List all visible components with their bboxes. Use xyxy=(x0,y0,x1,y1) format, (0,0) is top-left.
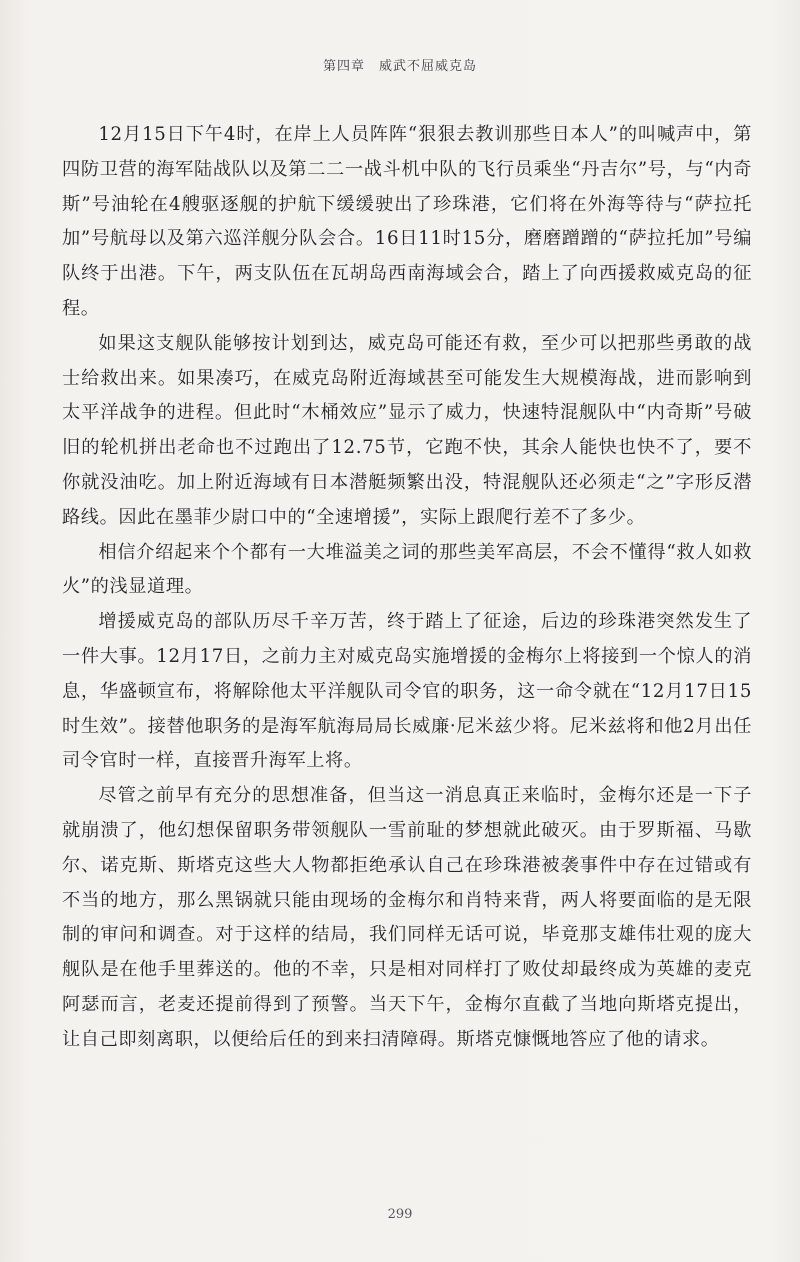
paragraph: 相信介绍起来个个都有一大堆溢美之词的那些美军高层，不会不懂得“救人如救火”的浅显道理。 xyxy=(62,541,752,598)
paragraph: 如果这支舰队能够按计划到达，威克岛可能还有救，至少可以把那些勇敢的战士给救出来。如果凑巧，在威克岛附近海域甚至可能发生大规模海战，进而影响到太平洋战争的进程。但此时“木桶效应”显示了威力，快速特混舰队中“内奇斯”号破旧的轮机拼出老命也不过跑出了12.75节，它跑不快，其余人能快也快不了，要不你就没油吃。加上附近海域有日本潜艇频繁出没，特混舰队还必须走“之”字形反潜路线。因此在墨菲少尉口中的“全速增援”，实际上跟爬行差不了多少。 xyxy=(62,332,752,528)
body-text xyxy=(62,118,752,1058)
paragraph: 增援威克岛的部队历尽千辛万苦，终于踏上了征途，后边的珍珠港突然发生了一件大事。12月17日，之前力主对威克岛实施增援的金梅尔上将接到一个惊人的消息，华盛顿宣布，将解除他太平洋舰队司令官的职务，这一命令就在“12月17日15时生效”。接替他职务的是海军航海局局长威廉·尼米兹少将。尼米兹将和他2月出任司令官时一样，直接晋升海军上将。 xyxy=(62,611,752,772)
paragraph: 12月15日下午4时，在岸上人员阵阵“狠狠去教训那些日本人”的叫喊声中，第四防卫营的海军陆战队以及第二二一战斗机中队的飞行员乘坐“丹吉尔”号，与“内奇斯”号油轮在4艘驱逐舰的护航下缓缓驶出了珍珠港，它们将在外海等待与“萨拉托加”号航母以及第六巡洋舰分队会合。16日11时15分，磨磨蹭蹭的“萨拉托加”号编队终于出港。下午，两支队伍在瓦胡岛西南海域会合，踏上了向西援救威克岛的征程。 xyxy=(62,124,752,319)
page-number: 299 xyxy=(387,1207,413,1222)
chapter-title: 威武不屈威克岛 xyxy=(379,59,478,74)
running-header xyxy=(0,55,800,74)
paragraph: 尽管之前早有充分的思想准备，但当这一消息真正来临时，金梅尔还是一下子就崩溃了，他幻想保留职务带领舰队一雪前耻的梦想就此破灭。由于罗斯福、马歇尔、诺克斯、斯塔克这些大人物都拒绝承认自己在珍珠港被袭事件中存在过错或有不当的地方，那么黑锅就只能由现场的金梅尔和肖特来背，两人将要面临的是无限制的审问和调查。对于这样的结局，我们同样无话可说，毕竟那支雄伟壮观的庞大舰队是在他手里葬送的。他的不幸，只是相对同样打了败仗却最终成为英雄的麦克阿瑟而言，老麦还提前得到了预警。当天下午，金梅尔直截了当地向斯塔克提出，让自己即刻离职，以便给后任的到来扫清障碍。斯塔克慷慨地答应了他的请求。 xyxy=(62,785,752,1050)
chapter-number: 第四章 xyxy=(322,59,365,74)
